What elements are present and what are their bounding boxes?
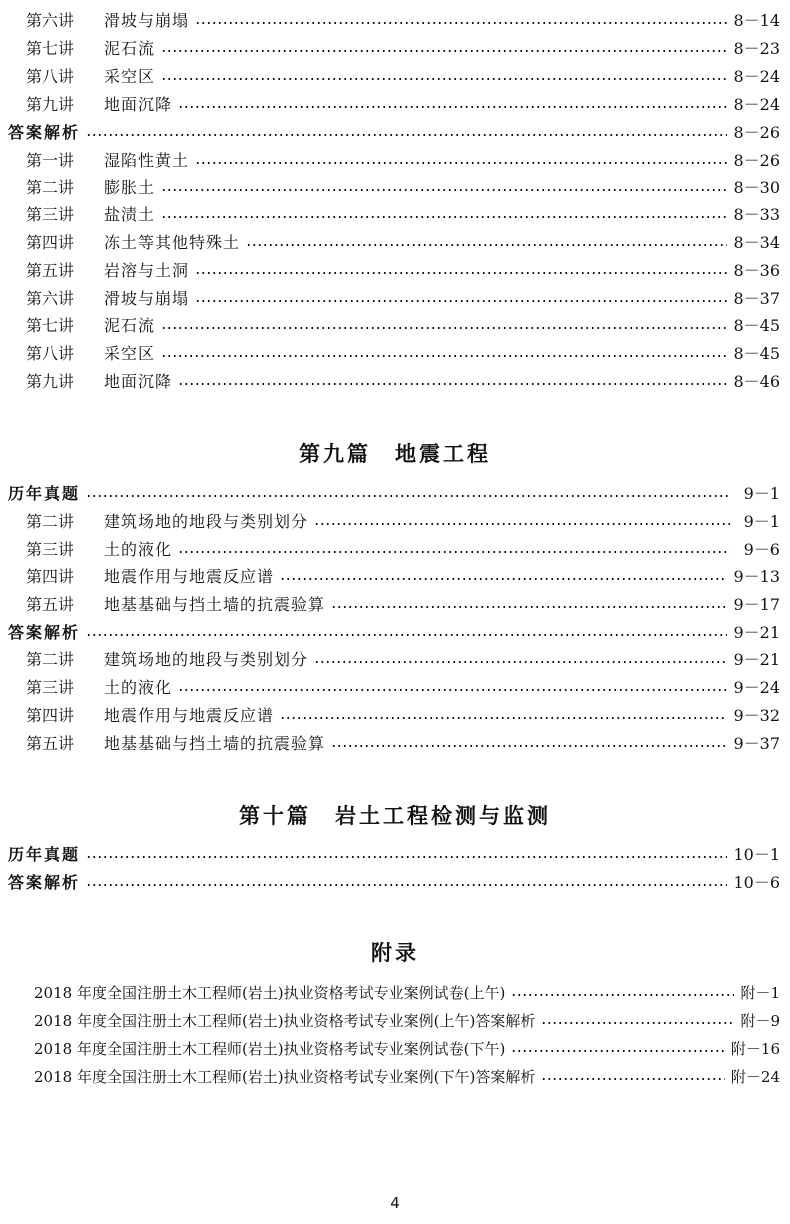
- dot-leader: [331, 606, 727, 608]
- page-ref: 9－1: [743, 484, 780, 503]
- page-ref: 8－33: [733, 205, 780, 224]
- lecture-number: 第三讲: [26, 678, 75, 697]
- section-title: 历年真题: [8, 845, 81, 864]
- page-number: 4: [390, 1194, 400, 1212]
- dot-leader: [161, 355, 727, 357]
- toc-entry[interactable]: [26, 286, 780, 312]
- toc-entry[interactable]: [26, 564, 780, 590]
- toc-entry[interactable]: [26, 592, 780, 618]
- lecture-number: 第五讲: [26, 261, 75, 280]
- lecture-title: 建筑场地的地段与类别划分: [104, 512, 309, 531]
- toc-section-answers[interactable]: [8, 870, 780, 896]
- toc-entry[interactable]: [26, 313, 780, 339]
- lecture-number: 第二讲: [26, 512, 75, 531]
- page-ref: 10－6: [733, 873, 780, 892]
- lecture-title: 地震作用与地震反应谱: [104, 567, 275, 586]
- lecture-title: 滑坡与崩塌: [104, 289, 190, 308]
- page-ref: 8－26: [733, 151, 780, 170]
- part-heading: 第十篇 岩土工程检测与监测: [239, 804, 551, 828]
- toc-entry[interactable]: [26, 369, 780, 395]
- page-ref: 8－24: [733, 95, 780, 114]
- section-title: 答案解析: [8, 123, 81, 142]
- page-ref: 9－32: [733, 706, 780, 725]
- toc-entry[interactable]: [26, 148, 780, 174]
- lecture-title: 泥石流: [104, 316, 156, 335]
- dot-leader: [314, 523, 730, 525]
- page-ref: 8－14: [733, 11, 780, 30]
- section-title: 答案解析: [8, 623, 81, 642]
- toc-section-answers[interactable]: [8, 120, 780, 146]
- lecture-number: 第九讲: [26, 372, 75, 391]
- page-ref: 8－45: [733, 316, 780, 335]
- toc-section-past-exams[interactable]: [8, 842, 780, 868]
- dot-leader: [161, 78, 727, 80]
- dot-leader: [511, 994, 734, 996]
- toc-entry[interactable]: [26, 64, 780, 90]
- page-ref: 8－30: [733, 178, 780, 197]
- appendix-title: 2018 年度全国注册土木工程师(岩土)执业资格考试专业案例(下午)答案解析: [34, 1068, 536, 1086]
- toc-entry[interactable]: [26, 258, 780, 284]
- page-ref: 9－24: [733, 678, 780, 697]
- lecture-number: 第八讲: [26, 67, 75, 86]
- appendix-title: 2018 年度全国注册土木工程师(岩土)执业资格考试专业案例试卷(上午): [34, 984, 506, 1002]
- dot-leader: [195, 300, 727, 302]
- toc-entry[interactable]: [26, 731, 780, 757]
- lecture-title: 滑坡与崩塌: [104, 11, 190, 30]
- dot-leader: [178, 383, 727, 385]
- dot-leader: [331, 745, 727, 747]
- lecture-title: 膨胀土: [104, 178, 156, 197]
- lecture-title: 地面沉降: [104, 95, 173, 114]
- toc-entry[interactable]: [26, 647, 780, 673]
- lecture-number: 第四讲: [26, 706, 75, 725]
- dot-leader: [178, 689, 727, 691]
- dot-leader: [246, 244, 727, 246]
- section-title: 答案解析: [8, 873, 81, 892]
- lecture-title: 土的液化: [104, 678, 173, 697]
- appendix-entry[interactable]: [34, 1064, 780, 1090]
- lecture-title: 建筑场地的地段与类别划分: [104, 650, 309, 669]
- lecture-title: 地震作用与地震反应谱: [104, 706, 275, 725]
- appendix-heading: 附录: [371, 941, 419, 965]
- page-ref: 9－13: [733, 567, 780, 586]
- page-ref: 8－37: [733, 289, 780, 308]
- lecture-number: 第九讲: [26, 95, 75, 114]
- dot-leader: [86, 634, 727, 636]
- dot-leader: [541, 1022, 734, 1024]
- page-ref: 9－21: [733, 623, 780, 642]
- dot-leader: [541, 1078, 725, 1080]
- lecture-title: 冻土等其他特殊土: [104, 233, 241, 252]
- page-ref: 8－24: [733, 67, 780, 86]
- dot-leader: [161, 50, 727, 52]
- lecture-number: 第五讲: [26, 734, 75, 753]
- lecture-title: 地面沉降: [104, 372, 173, 391]
- dot-leader: [195, 22, 727, 24]
- lecture-number: 第三讲: [26, 540, 75, 559]
- dot-leader: [86, 134, 727, 136]
- dot-leader: [161, 327, 727, 329]
- toc-section-past-exams[interactable]: [8, 481, 780, 507]
- lecture-title: 岩溶与土洞: [104, 261, 190, 280]
- toc-entry[interactable]: [26, 537, 780, 563]
- lecture-number: 第四讲: [26, 233, 75, 252]
- lecture-title: 地基基础与挡土墙的抗震验算: [104, 595, 326, 614]
- page-ref: 9－37: [733, 734, 780, 753]
- dot-leader: [178, 106, 727, 108]
- page-ref: 附－24: [730, 1068, 780, 1086]
- toc-entry[interactable]: [26, 230, 780, 256]
- lecture-number: 第六讲: [26, 11, 75, 30]
- lecture-title: 泥石流: [104, 39, 156, 58]
- page-ref: 9－6: [743, 540, 780, 559]
- toc-entry[interactable]: [26, 8, 780, 34]
- dot-leader: [314, 661, 727, 663]
- appendix-title: 2018 年度全国注册土木工程师(岩土)执业资格考试专业案例试卷(下午): [34, 1040, 506, 1058]
- page-ref: 9－21: [733, 650, 780, 669]
- page-ref: 9－1: [743, 512, 780, 531]
- page-ref: 10－1: [733, 845, 780, 864]
- appendix-entry[interactable]: [34, 1036, 780, 1062]
- toc-entry[interactable]: [26, 675, 780, 701]
- dot-leader: [161, 216, 727, 218]
- toc-entry[interactable]: [26, 202, 780, 228]
- page-ref: 8－26: [733, 123, 780, 142]
- page-ref: 9－17: [733, 595, 780, 614]
- lecture-number: 第六讲: [26, 289, 75, 308]
- page-ref: 8－45: [733, 344, 780, 363]
- lecture-title: 采空区: [104, 67, 156, 86]
- toc-entry[interactable]: [26, 509, 780, 535]
- lecture-title: 地基基础与挡土墙的抗震验算: [104, 734, 326, 753]
- lecture-number: 第八讲: [26, 344, 75, 363]
- page-ref: 附－16: [730, 1040, 780, 1058]
- page-ref: 附－1: [740, 984, 780, 1002]
- lecture-number: 第五讲: [26, 595, 75, 614]
- dot-leader: [280, 578, 727, 580]
- lecture-title: 土的液化: [104, 540, 173, 559]
- dot-leader: [86, 856, 727, 858]
- toc-entry[interactable]: [26, 175, 780, 201]
- dot-leader: [511, 1050, 725, 1052]
- dot-leader: [178, 551, 730, 553]
- lecture-title: 盐渍土: [104, 205, 156, 224]
- appendix-entry[interactable]: [34, 1008, 780, 1034]
- part-heading: 第九篇 地震工程: [299, 442, 491, 466]
- lecture-number: 第七讲: [26, 316, 75, 335]
- page-ref: 8－34: [733, 233, 780, 252]
- page-ref: 8－36: [733, 261, 780, 280]
- dot-leader: [195, 162, 727, 164]
- lecture-number: 第七讲: [26, 39, 75, 58]
- dot-leader: [280, 717, 727, 719]
- dot-leader: [86, 884, 727, 886]
- appendix-title: 2018 年度全国注册土木工程师(岩土)执业资格考试专业案例(上午)答案解析: [34, 1012, 536, 1030]
- page-ref: 8－23: [733, 39, 780, 58]
- lecture-number: 第四讲: [26, 567, 75, 586]
- toc-section-answers[interactable]: [8, 620, 780, 646]
- toc-entry[interactable]: [26, 703, 780, 729]
- lecture-title: 采空区: [104, 344, 156, 363]
- section-title: 历年真题: [8, 484, 81, 503]
- dot-leader: [161, 189, 727, 191]
- page-ref: 8－46: [733, 372, 780, 391]
- toc-entry[interactable]: [26, 36, 780, 62]
- lecture-number: 第三讲: [26, 205, 75, 224]
- page-ref: 附－9: [740, 1012, 780, 1030]
- dot-leader: [195, 272, 727, 274]
- toc-entry[interactable]: [26, 92, 780, 118]
- lecture-title: 湿陷性黄土: [104, 151, 190, 170]
- toc-entry[interactable]: [26, 341, 780, 367]
- lecture-number: 第一讲: [26, 151, 75, 170]
- dot-leader: [86, 495, 730, 497]
- lecture-number: 第二讲: [26, 650, 75, 669]
- appendix-entry[interactable]: [34, 980, 780, 1006]
- lecture-number: 第二讲: [26, 178, 75, 197]
